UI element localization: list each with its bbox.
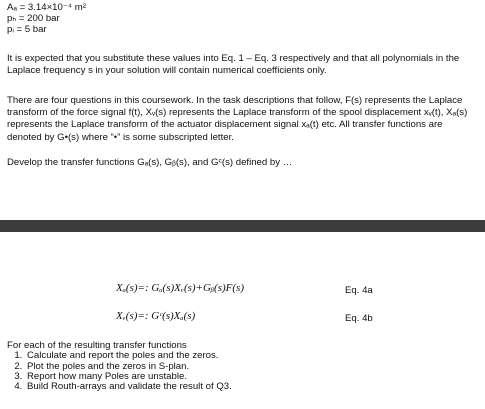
param-high-pressure: pₕ = 200 bar <box>7 13 60 24</box>
substitution-paragraph: It is expected that you substitute these values into Eq. 1 – Eq. 3 respectively and that all polynomials in the Laplace frequency s in your solution will contain numerical coefficients only. <box>7 53 460 77</box>
equation-4b-label: Eq. 4b <box>345 313 373 324</box>
develop-paragraph: Develop the transfer functions Gₐ(s), Gᵦ(s), and Gᶜ(s) defined by … <box>7 157 293 168</box>
param-low-pressure: pᵢ = 5 bar <box>7 24 47 35</box>
task-item: 4. Build Routh-arrays and validate the result of Q3. <box>25 382 477 392</box>
equation-4b: Xᵥ(s)=: Gᶜ(s)Xₐ(s) <box>116 310 196 322</box>
task-item: 2. Plot the poles and the zeros in S-plan. <box>25 362 477 372</box>
equation-4a-label: Eq. 4a <box>345 285 373 296</box>
task-list-section <box>7 341 477 392</box>
task-item: 1. Calculate and report the poles and the zeros. <box>25 351 477 361</box>
param-area: Aₐ = 3.14×10⁻⁴ m² <box>7 2 86 13</box>
parameter-list <box>7 2 479 35</box>
page-divider <box>0 220 485 232</box>
task-list-intro: For each of the resulting transfer functions <box>7 340 187 351</box>
equation-4a: Xₐ(s)=: Gₐ(s)Xᵥ(s)+Gᵦ(s)F(s) <box>116 282 244 294</box>
questions-paragraph: There are four questions in this coursework. In the task descriptions that follow, F(s) represents the Laplace transform of the force signal f(t), Xᵥ(s) represents the Laplace transform of the spool displacement xᵥ(t), Xₐ(s) represents the Laplace transform of the actuator displacement signal xₐ(t) etc. All transfer functions are denoted by G•(s) where “•” is some subscripted letter. <box>7 95 468 143</box>
task-list <box>7 351 477 392</box>
task-item: 3. Report how many Poles are unstable. <box>25 372 477 382</box>
